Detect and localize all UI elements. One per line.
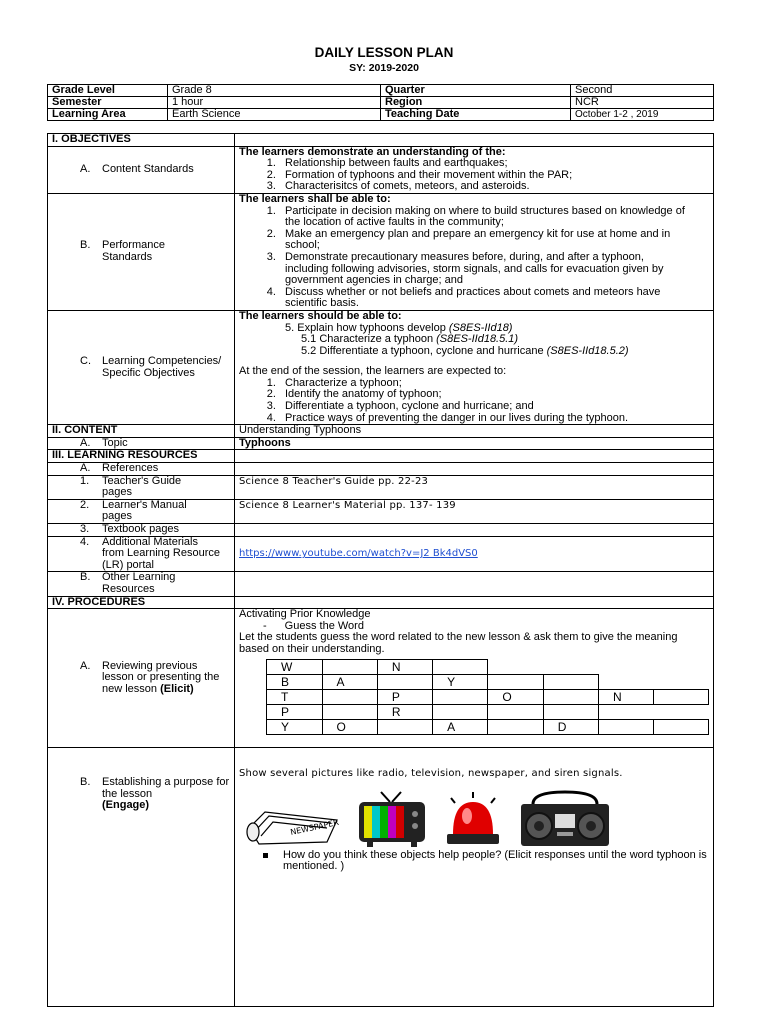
procedure-b-tag: (Engage) <box>102 799 150 812</box>
semester-label: Semester <box>48 97 168 109</box>
grid-cell: A <box>322 674 377 689</box>
references-letter: A. <box>80 462 91 475</box>
competencies-body <box>235 310 714 424</box>
grid-cell <box>543 674 598 689</box>
tg-label: Teacher's Guide pages <box>102 474 182 499</box>
grid-cell: R <box>377 704 432 719</box>
game-title: Guess the Word <box>284 619 364 632</box>
grid-cell <box>543 704 598 719</box>
engage-question-text: How do you think these objects help people? (Elicit responses until the word typhoon is mentioned. ) <box>283 848 707 873</box>
list-item: 3. Demonstrate precautionary measures before, during, and after a typhoon, including following advisories, storm signals, and calls for evacuation given by government agencies in charge; and <box>279 252 689 287</box>
references-label: References <box>102 462 159 475</box>
resources-heading: III. LEARNING RESOURCES <box>48 450 235 463</box>
lesson-plan-table <box>47 133 714 1007</box>
television-icon <box>357 790 427 848</box>
grid-cell <box>543 659 598 674</box>
list-item: 3. Characterisitcs of comets, meteors, and asteroids. <box>279 181 709 193</box>
procedure-a-label: Reviewing previous lesson or presenting the new lesson <box>102 659 220 695</box>
grid-row <box>267 704 709 719</box>
lm-num: 2. <box>80 498 90 511</box>
references-cell <box>48 463 235 476</box>
dash: - <box>263 619 267 632</box>
procedures-heading: IV. PROCEDURES <box>48 596 235 609</box>
grid-row <box>267 674 709 689</box>
header-info-table <box>47 84 714 121</box>
procedure-b-label: Establishing a purpose for the lesson <box>102 776 230 800</box>
tb-label: Textbook pages <box>102 523 180 535</box>
teachers-guide-cell <box>48 475 235 499</box>
grid-cell <box>488 719 543 734</box>
teaching-date-label: Teaching Date <box>381 109 571 121</box>
content-standards-body <box>235 146 714 193</box>
grid-cell <box>322 704 377 719</box>
list-item: 3. Differentiate a typhoon, cyclone and hurricane; and <box>279 401 709 413</box>
topic-value: Typhoons <box>235 437 714 450</box>
performance-standards-intro: The learners shall be able to: <box>239 192 391 205</box>
grid-cell <box>377 674 432 689</box>
session-intro: At the end of the session, the learners are expected to: <box>239 365 507 378</box>
grid-row <box>267 689 709 704</box>
grid-cell <box>654 674 709 689</box>
content-value: Understanding Typhoons <box>235 425 714 438</box>
grid-cell <box>543 689 598 704</box>
grid-cell: W <box>267 659 323 674</box>
youtube-link[interactable]: https://www.youtube.com/watch?v=J2 Bk4dVS0 <box>239 548 478 560</box>
procedure-b-cell <box>48 748 235 1007</box>
quarter-label: Quarter <box>381 85 571 97</box>
competency-5-1-code: (S8ES-IId18.5.1) <box>436 333 519 346</box>
radio-icon <box>519 790 611 848</box>
engage-question <box>239 850 709 873</box>
grid-cell <box>322 689 377 704</box>
grid-cell <box>654 704 709 719</box>
procedure-a-body <box>235 609 714 748</box>
region-value: NCR <box>571 97 714 109</box>
grid-cell <box>488 659 543 674</box>
competency-5-1: 5.1 Characterize a typhoon <box>301 333 437 346</box>
procedure-a-tag: (Elicit) <box>160 682 194 695</box>
performance-standards-cell <box>48 193 235 310</box>
grid-cell <box>599 719 654 734</box>
grid-cell: B <box>267 674 323 689</box>
quarter-value: Second <box>571 85 714 97</box>
additional-materials-cell <box>48 536 235 572</box>
other-letter: B. <box>80 571 91 584</box>
list-item: 2. Make an emergency plan and prepare an emergency kit for use at home and in school; <box>279 229 689 252</box>
newspaper-label: NEWSPAPER <box>289 817 340 837</box>
grid-row <box>267 719 709 734</box>
grid-cell <box>654 719 709 734</box>
tb-num: 3. <box>80 523 90 535</box>
list-item: 2. Formation of typhoons and their movement within the PAR; <box>279 170 709 182</box>
procedure-a-cell <box>48 609 235 748</box>
performance-standards-label: Performance Standards <box>102 239 165 263</box>
learning-area-label: Learning Area <box>48 109 168 121</box>
semester-value: 1 hour <box>168 97 381 109</box>
list-item: 1. Relationship between faults and earthquakes; <box>279 158 709 170</box>
siren-icon <box>441 790 505 848</box>
performance-standards-letter: B. <box>80 239 91 252</box>
list-item: 2. Identify the anatomy of typhoon; <box>279 389 709 401</box>
grid-cell <box>654 689 709 704</box>
tg-value: Science 8 Teacher's Guide pp. 22-23 <box>235 475 714 499</box>
newspaper-icon <box>245 798 343 848</box>
grid-cell <box>377 719 432 734</box>
topic-label: Topic <box>102 436 128 449</box>
activity-title: Activating Prior Knowledge <box>239 608 371 621</box>
grid-cell <box>599 659 654 674</box>
content-standards-cell <box>48 146 235 193</box>
procedure-b-letter: B. <box>80 776 91 789</box>
topic-cell <box>48 437 235 450</box>
competencies-letter: C. <box>80 354 91 367</box>
grid-cell: Y <box>433 674 488 689</box>
learning-area-value: Earth Science <box>168 109 381 121</box>
grid-cell <box>433 659 488 674</box>
procedure-a-letter: A. <box>80 659 91 672</box>
grid-cell: O <box>488 689 543 704</box>
competency-5-code: (S8ES-IId18) <box>448 321 513 334</box>
competency-5-2: 5.2 Differentiate a typhoon, cyclone and hurricane <box>301 344 547 357</box>
bullet-icon <box>263 853 268 858</box>
competencies-cell <box>48 310 235 424</box>
list-item: 1. Participate in decision making on where to build structures based on knowledge of the location of active faults in the community; <box>279 206 689 229</box>
competency-5-2-code: (S8ES-IId18.5.2) <box>546 344 629 357</box>
grid-cell: T <box>267 689 323 704</box>
grid-cell: P <box>267 704 323 719</box>
content-standards-intro: The learners demonstrate an understanding of the: <box>239 145 506 158</box>
grade-level-label: Grade Level <box>48 85 168 97</box>
grid-cell: N <box>377 659 432 674</box>
other-resources-cell <box>48 572 235 596</box>
list-item: 4. Practice ways of preventing the danger in our lives during the typhoon. <box>279 413 709 425</box>
lm-label: Learner's Manual pages <box>102 498 187 523</box>
other-label: Other Learning Resources <box>102 571 176 595</box>
grid-cell: Y <box>267 719 323 734</box>
add-num: 4. <box>80 535 90 548</box>
grid-cell: D <box>543 719 598 734</box>
activity-instructions: Let the students guess the word related to the new lesson & ask them to give the meaning based on their understanding. <box>239 631 678 655</box>
grid-cell <box>654 659 709 674</box>
grid-cell <box>599 674 654 689</box>
competencies-label: Learning Competencies/ Specific Objectives <box>102 354 222 379</box>
grid-cell <box>599 704 654 719</box>
grid-cell: A <box>433 719 488 734</box>
guess-the-word-grid <box>266 659 709 735</box>
grade-level-value: Grade 8 <box>168 85 381 97</box>
grid-cell <box>322 659 377 674</box>
document-title: DAILY LESSON PLAN <box>314 45 454 60</box>
performance-standards-body <box>235 193 714 310</box>
textbook-cell <box>48 524 235 537</box>
grid-cell: P <box>377 689 432 704</box>
procedure-b-intro: Show several pictures like radio, television, newspaper, and siren signals. <box>239 768 623 780</box>
competencies-intro: The learners should be able to: <box>239 309 402 322</box>
object-pictures <box>245 788 709 848</box>
grid-cell: N <box>599 689 654 704</box>
lm-value: Science 8 Learner's Material pp. 137- 139 <box>235 499 714 523</box>
competency-5: 5. Explain how typhoons develop <box>285 321 449 334</box>
grid-cell <box>488 674 543 689</box>
tg-num: 1. <box>80 474 90 487</box>
content-standards-letter: A. <box>80 162 91 175</box>
topic-letter: A. <box>80 436 91 449</box>
grid-cell: O <box>322 719 377 734</box>
content-standards-label: Content Standards <box>102 162 194 175</box>
school-year: SY: 2019-2020 <box>349 62 419 74</box>
region-label: Region <box>381 97 571 109</box>
teaching-date-value: October 1-2 , 2019 <box>571 109 714 121</box>
learners-manual-cell <box>48 499 235 523</box>
objectives-heading: I. OBJECTIVES <box>48 134 235 147</box>
content-heading: II. CONTENT <box>48 425 235 438</box>
grid-cell <box>488 704 543 719</box>
grid-row <box>267 659 709 674</box>
grid-cell <box>433 704 488 719</box>
procedure-b-body <box>235 748 714 1007</box>
list-item: 4. Discuss whether or not beliefs and practices about comets and meteors have scientific basis. <box>279 287 689 310</box>
grid-cell <box>433 689 488 704</box>
list-item: 1. Characterize a typhoon; <box>279 378 709 390</box>
add-label: Additional Materials from Learning Resource (LR) portal <box>102 535 221 571</box>
